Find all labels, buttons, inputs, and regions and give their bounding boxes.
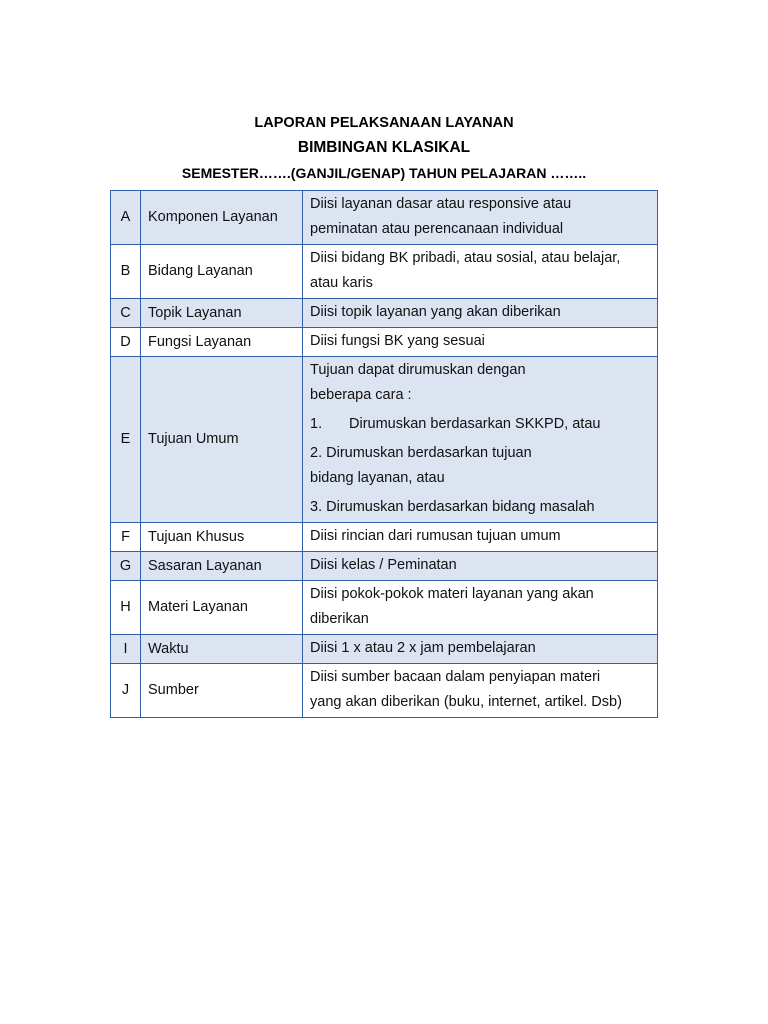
row-description: [303, 245, 658, 299]
row-label: Fungsi Layanan: [141, 328, 303, 357]
table-row: [111, 581, 658, 635]
row-label: Bidang Layanan: [141, 245, 303, 299]
row-letter: E: [111, 357, 141, 523]
description-line: Diisi 1 x atau 2 x jam pembelajaran: [310, 640, 536, 656]
row-label: Waktu: [141, 635, 303, 664]
table-row: [111, 552, 658, 581]
description-line: Diisi pokok-pokok materi layanan yang akan: [310, 586, 594, 602]
row-description: [303, 328, 658, 357]
row-description: [303, 635, 658, 664]
row-letter: J: [111, 664, 141, 718]
row-letter: A: [111, 191, 141, 245]
row-description: [303, 299, 658, 328]
row-label: Sumber: [141, 664, 303, 718]
description-line: yang akan diberikan (buku, internet, artikel. Dsb): [310, 694, 622, 710]
description-line: 2. Dirumuskan berdasarkan tujuan: [310, 445, 532, 461]
row-description: [303, 552, 658, 581]
semester-line: SEMESTER…….(GANJIL/GENAP) TAHUN PELAJARAN ……..: [181, 165, 587, 181]
row-letter: H: [111, 581, 141, 635]
numbered-item: [310, 412, 650, 437]
report-title: LAPORAN PELAKSANAAN LAYANAN: [254, 115, 514, 131]
row-label: Tujuan Umum: [141, 357, 303, 523]
table-row: [111, 328, 658, 357]
description-line: Diisi fungsi BK yang sesuai: [310, 333, 485, 349]
service-report-table: [110, 190, 658, 718]
row-letter: G: [111, 552, 141, 581]
description-line: Tujuan dapat dirumuskan dengan: [310, 362, 526, 378]
row-label: Tujuan Khusus: [141, 523, 303, 552]
row-label: Komponen Layanan: [141, 191, 303, 245]
description-line: beberapa cara :: [310, 387, 412, 403]
table-row: [111, 635, 658, 664]
description-line: Diisi topik layanan yang akan diberikan: [310, 304, 561, 320]
row-description: [303, 523, 658, 552]
description-line: Diisi kelas / Peminatan: [310, 557, 457, 573]
item-text: Dirumuskan berdasarkan SKKPD, atau: [349, 416, 601, 432]
table-row: [111, 523, 658, 552]
description-line: Diisi layanan dasar atau responsive atau: [310, 196, 572, 212]
description-line: diberikan: [310, 611, 369, 627]
row-letter: C: [111, 299, 141, 328]
item-number: 1.: [310, 416, 323, 432]
row-label: Topik Layanan: [141, 299, 303, 328]
table-row: [111, 191, 658, 245]
row-label: Materi Layanan: [141, 581, 303, 635]
row-letter: B: [111, 245, 141, 299]
description-line: bidang layanan, atau: [310, 470, 445, 486]
row-letter: I: [111, 635, 141, 664]
description-line: Diisi bidang BK pribadi, atau sosial, atau belajar,: [310, 250, 621, 266]
row-label: Sasaran Layanan: [141, 552, 303, 581]
table-row: [111, 664, 658, 718]
row-description: [303, 191, 658, 245]
row-description: [303, 581, 658, 635]
report-subtitle: BIMBINGAN KLASIKAL: [297, 139, 471, 156]
table-row: [111, 245, 658, 299]
description-line: Diisi sumber bacaan dalam penyiapan materi: [310, 669, 601, 685]
description-line: 3. Dirumuskan berdasarkan bidang masalah: [310, 499, 595, 515]
description-line: atau karis: [310, 275, 373, 291]
table-row: [111, 357, 658, 523]
table-row: [111, 299, 658, 328]
row-description: [303, 357, 658, 523]
row-letter: D: [111, 328, 141, 357]
row-description: [303, 664, 658, 718]
description-line: peminatan atau perencanaan individual: [310, 221, 564, 237]
description-line: Diisi rincian dari rumusan tujuan umum: [310, 528, 561, 544]
row-letter: F: [111, 523, 141, 552]
